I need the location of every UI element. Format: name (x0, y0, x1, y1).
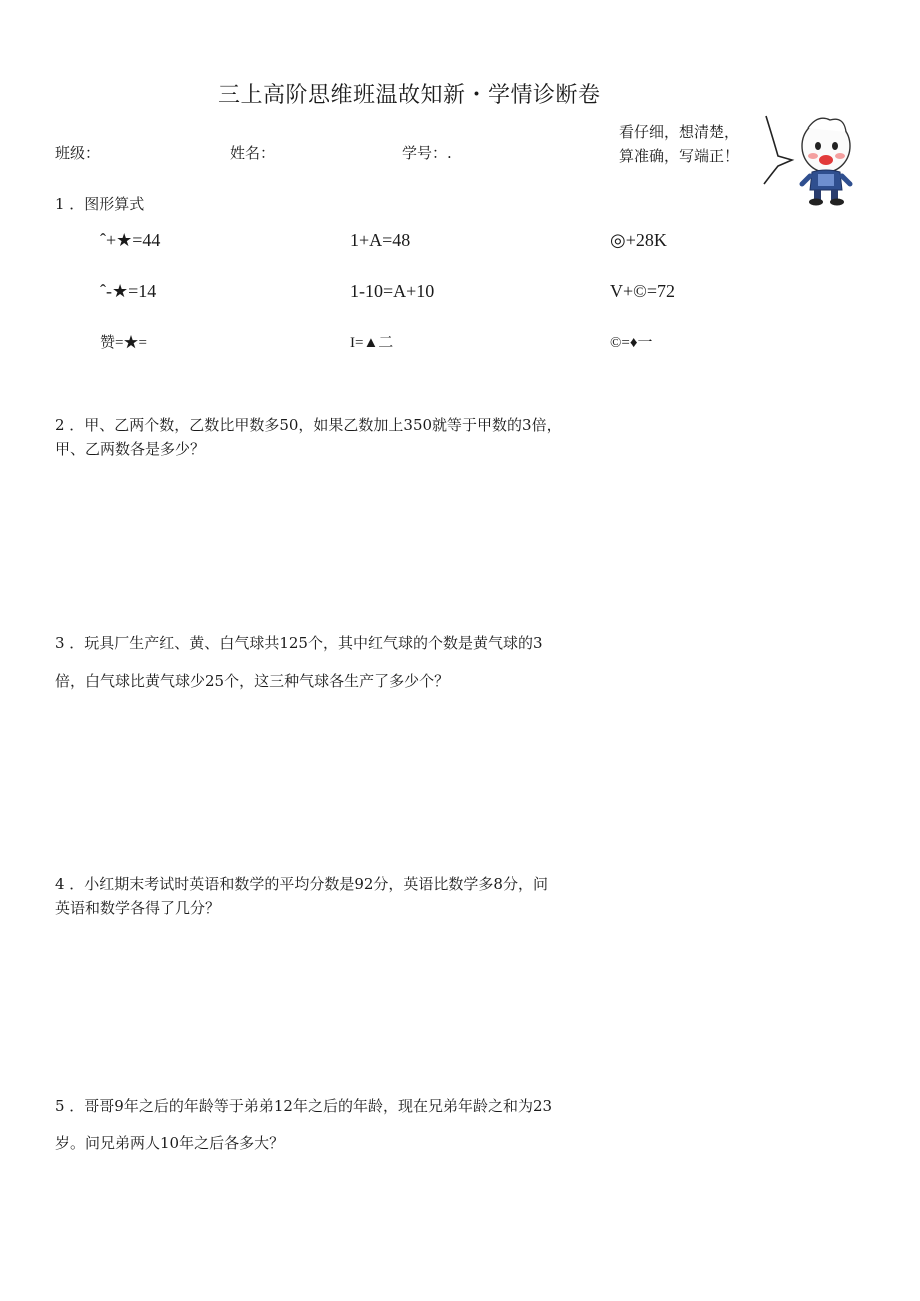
q1-answer-line: 赞=★= (100, 335, 147, 351)
motto-line-2: 算准确，写端正！ (619, 147, 740, 165)
motto-line-1: 看仔细，想清楚， (619, 123, 740, 141)
q1-answer-line: I=▲二 (350, 335, 394, 351)
question-4-line-2: 英语和数学各得了几分？ (55, 899, 221, 917)
q1-equation: ˆ+★=44 (100, 230, 161, 250)
question-1-heading: 1 ．图形算式 (55, 195, 145, 213)
question-2-line-1: 2 ．甲、乙两个数，乙数比甲数多50，如果乙数加上350就等于甲数的3倍， (55, 416, 562, 434)
q1-equation: ◎+28K (610, 230, 667, 250)
question-3-line-1: 3 ．玩具厂生产红、黄、白气球共125个，其中红气球的个数是黄气球的3 (55, 634, 543, 652)
q1-equation: V+©=72 (610, 281, 675, 301)
q1-answer-line: ©=♦一 (610, 335, 653, 351)
class-label: 班级： (55, 144, 101, 162)
name-label: 姓名： (230, 144, 276, 162)
question-4-line-1: 4 ．小红期末考试时英语和数学的平均分数是92分，英语比数学多8分，问 (55, 875, 548, 893)
question-3-line-2: 倍，白气球比黄气球少25个，这三种气球各生产了多少个？ (55, 672, 450, 690)
q1-equation: 1-10=A+10 (350, 281, 435, 301)
mascot-illustration (758, 112, 868, 212)
question-5-line-2: 岁。问兄弟两人10年之后各多大？ (55, 1134, 285, 1152)
question-5-line-1: 5 ．哥哥9年之后的年龄等于弟弟12年之后的年龄，现在兄弟年龄之和为23 (55, 1097, 553, 1115)
page-title: 三上高阶思维班温故知新・学情诊断卷 (218, 83, 601, 108)
question-2-line-2: 甲、乙两数各是多少？ (55, 440, 206, 458)
q1-equation: ˆ-★=14 (100, 281, 157, 301)
student-number-label: 学号：. (402, 144, 452, 162)
q1-equation: 1+A=48 (350, 230, 411, 250)
mascot-icon (802, 118, 850, 205)
